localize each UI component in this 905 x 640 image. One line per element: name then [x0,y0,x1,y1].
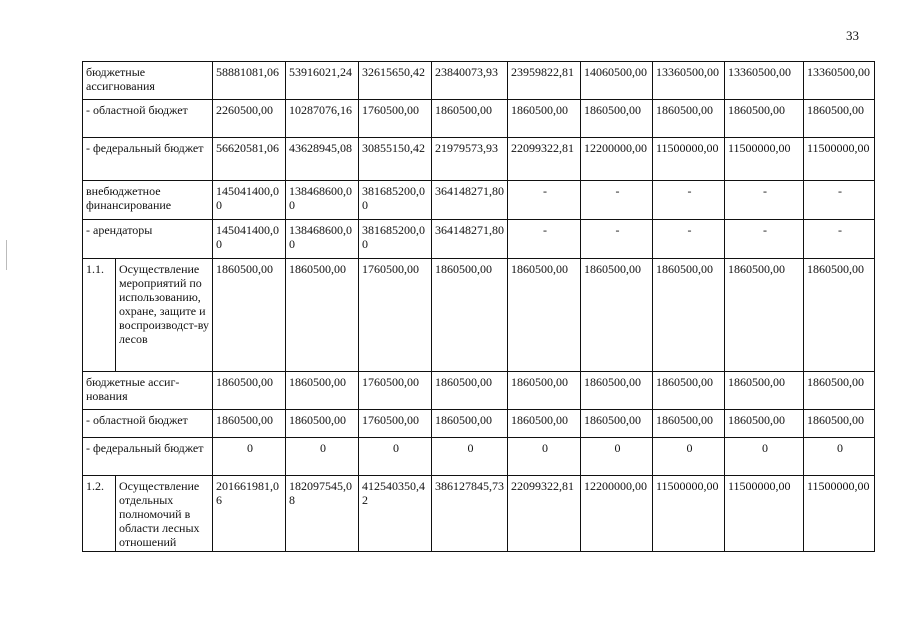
value-cell: 21979573,93 [432,138,508,181]
value-cell: 1860500,00 [725,100,804,138]
row-number: 1.1. [83,259,116,372]
value-cell: 13360500,00 [804,62,875,100]
table-row [83,410,875,438]
table-row [83,476,875,552]
value-cell: 0 [286,438,359,476]
value-cell: 23959822,81 [508,62,581,100]
value-cell: - [581,220,653,259]
value-cell: 138468600,00 [286,220,359,259]
value-cell: 23840073,93 [432,62,508,100]
value-cell: 1860500,00 [508,259,581,372]
value-cell: 53916021,24 [286,62,359,100]
table-row [83,220,875,259]
value-cell: 1860500,00 [508,100,581,138]
value-cell: 2260500,00 [213,100,286,138]
value-cell: 30855150,42 [359,138,432,181]
value-cell: 182097545,08 [286,476,359,552]
row-label: - областной бюджет [83,410,213,438]
value-cell: 0 [581,438,653,476]
value-cell: 12200000,00 [581,476,653,552]
value-cell: 1860500,00 [508,410,581,438]
value-cell: 1860500,00 [804,259,875,372]
value-cell: 0 [725,438,804,476]
value-cell: 0 [653,438,725,476]
row-label: бюджетные ассигнования [83,62,213,100]
value-cell: 364148271,80 [432,220,508,259]
value-cell: 1860500,00 [432,259,508,372]
value-cell: 412540350,42 [359,476,432,552]
value-cell: 13360500,00 [653,62,725,100]
value-cell: 1860500,00 [725,372,804,410]
value-cell: 1760500,00 [359,100,432,138]
value-cell: 1860500,00 [581,259,653,372]
row-label: Осуществление отдельных полномочий в области лесных отношений [116,476,213,552]
value-cell: 1860500,00 [432,372,508,410]
value-cell: 381685200,00 [359,181,432,220]
value-cell: 14060500,00 [581,62,653,100]
value-cell: 201661981,06 [213,476,286,552]
value-cell: 1860500,00 [725,259,804,372]
value-cell: 1760500,00 [359,410,432,438]
value-cell: 1860500,00 [286,410,359,438]
table-row [83,62,875,100]
value-cell: 11500000,00 [653,476,725,552]
value-cell: 11500000,00 [804,138,875,181]
value-cell: 1860500,00 [653,372,725,410]
value-cell: 12200000,00 [581,138,653,181]
value-cell: 13360500,00 [725,62,804,100]
value-cell: 56620581,06 [213,138,286,181]
value-cell: 1860500,00 [213,410,286,438]
value-cell: 43628945,08 [286,138,359,181]
value-cell: - [804,181,875,220]
row-label: Осуществление мероприятий по использованию, охране, защите и воспроизводст-ву лесов [116,259,213,372]
value-cell: 1860500,00 [581,372,653,410]
value-cell: 1860500,00 [432,410,508,438]
value-cell: 364148271,80 [432,181,508,220]
value-cell: 32615650,42 [359,62,432,100]
value-cell: 1860500,00 [725,410,804,438]
value-cell: - [653,181,725,220]
value-cell: 1760500,00 [359,372,432,410]
value-cell: 1860500,00 [508,372,581,410]
value-cell: 1860500,00 [581,410,653,438]
value-cell: - [508,181,581,220]
value-cell: - [653,220,725,259]
value-cell: 1860500,00 [804,372,875,410]
page-number: 33 [846,28,859,43]
value-cell: 22099322,81 [508,476,581,552]
value-cell: 381685200,00 [359,220,432,259]
value-cell: 1860500,00 [213,259,286,372]
value-cell: - [508,220,581,259]
value-cell: 1860500,00 [432,100,508,138]
value-cell: 0 [359,438,432,476]
value-cell: - [804,220,875,259]
value-cell: 1860500,00 [653,100,725,138]
value-cell: 11500000,00 [725,476,804,552]
table-row [83,372,875,410]
value-cell: 145041400,00 [213,181,286,220]
value-cell: - [725,220,804,259]
value-cell: 1860500,00 [653,410,725,438]
value-cell: 11500000,00 [804,476,875,552]
row-number: 1.2. [83,476,116,552]
value-cell: 58881081,06 [213,62,286,100]
value-cell: 1860500,00 [804,410,875,438]
table-row [83,181,875,220]
value-cell: - [725,181,804,220]
table-row [83,438,875,476]
value-cell: 1860500,00 [653,259,725,372]
value-cell: 11500000,00 [725,138,804,181]
value-cell: 1860500,00 [213,372,286,410]
value-cell: 1860500,00 [286,372,359,410]
value-cell: 0 [432,438,508,476]
value-cell: 0 [508,438,581,476]
table-row [83,138,875,181]
row-label: - арендаторы [83,220,213,259]
value-cell: 0 [804,438,875,476]
value-cell: 386127845,73 [432,476,508,552]
row-label: внебюджетное финансирование [83,181,213,220]
row-label: бюджетные ассиг-нования [83,372,213,410]
table-row [83,100,875,138]
value-cell: 1860500,00 [581,100,653,138]
value-cell: 10287076,16 [286,100,359,138]
value-cell: 1860500,00 [286,259,359,372]
scan-edge-mark [6,240,7,270]
value-cell: 11500000,00 [653,138,725,181]
value-cell: 0 [213,438,286,476]
row-label: - федеральный бюджет [83,138,213,181]
value-cell: 1760500,00 [359,259,432,372]
table-row [83,259,875,372]
value-cell: 1860500,00 [804,100,875,138]
budget-table [82,61,875,552]
value-cell: 22099322,81 [508,138,581,181]
value-cell: - [581,181,653,220]
value-cell: 145041400,00 [213,220,286,259]
value-cell: 138468600,00 [286,181,359,220]
row-label: - областной бюджет [83,100,213,138]
row-label: - федеральный бюджет [83,438,213,476]
